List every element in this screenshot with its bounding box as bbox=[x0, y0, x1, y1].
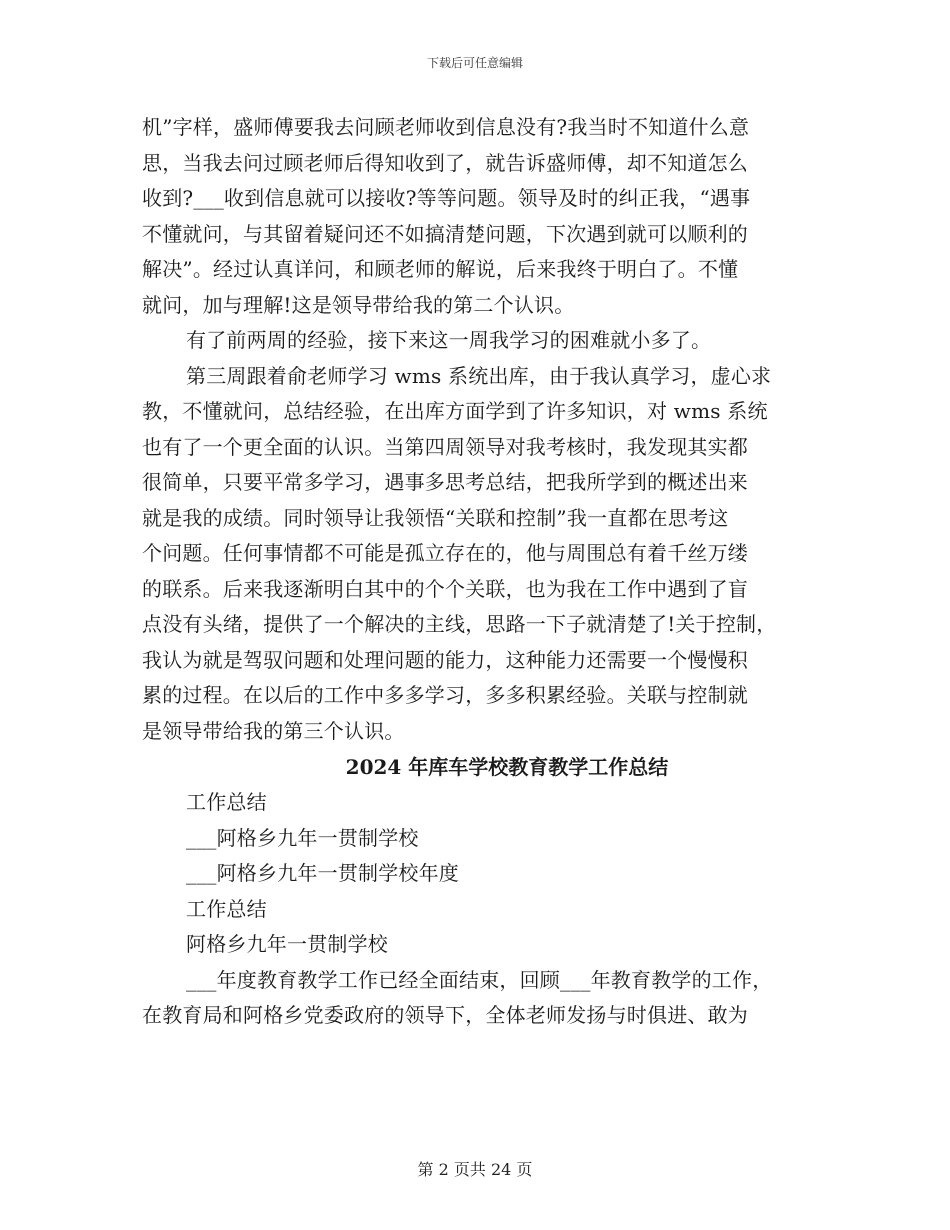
section-line: 在教育局和阿格乡党委政府的领导下，全体老师发扬与时俱进、敢为 bbox=[142, 1003, 748, 1027]
body-line: 个问题。任何事情都不可能是孤立存在的，他与周围总有着千丝万缕 bbox=[142, 541, 748, 565]
page-footer: 第 2 页共 24 页 bbox=[417, 1160, 533, 1179]
body-line: 机”字样，盛师傅要我去问顾老师收到信息没有?我当时不知道什么意 bbox=[142, 115, 750, 139]
body-line: 思，当我去问过顾老师后得知收到了，就告诉盛师傅，却不知道怎么 bbox=[142, 150, 748, 175]
section-line: ___年度教育教学工作已经全面结束，回顾___年教育教学的工作， bbox=[186, 967, 773, 992]
body-line: 我认为就是驾驭问题和处理问题的能力，这种能力还需要一个慢慢积 bbox=[142, 647, 748, 672]
page-header: 下载后可任意编辑 bbox=[426, 56, 523, 70]
section-line: ___阿格乡九年一贯制学校 bbox=[186, 825, 419, 850]
section-line: 阿格乡九年一贯制学校 bbox=[186, 932, 388, 956]
body-line: 有了前两周的经验，接下来这一周我学习的困难就小多了。 bbox=[186, 328, 712, 352]
section-line: ___阿格乡九年一贯制学校年度 bbox=[186, 861, 459, 885]
body-line: 是领导带给我的第三个认识。 bbox=[142, 718, 405, 743]
body-line: 很简单，只要平常多学习，遇事多思考总结，把我所学到的概述出来 bbox=[142, 470, 748, 494]
body-line: 也有了一个更全面的认识。当第四周领导对我考核时，我发现其实都 bbox=[142, 434, 748, 459]
body-line: 的联系。后来我逐渐明白其中的个个关联，也为我在工作中遇到了盲 bbox=[142, 576, 748, 601]
body-line: 教，不懂就问，总结经验，在出库方面学到了许多知识，对 wms 系统 bbox=[142, 399, 768, 423]
body-line: 收到?___收到信息就可以接收?等等问题。领导及时的纠正我，“遇事 bbox=[142, 186, 751, 210]
body-line: 解决”。经过认真详问，和顾老师的解说，后来我终于明白了。不懂 bbox=[142, 257, 739, 281]
body-line: 不懂就问，与其留着疑问还不如搞清楚问题，下次遇到就可以顺利的 bbox=[142, 221, 748, 246]
body-line: 累的过程。在以后的工作中多多学习，多多积累经验。关联与控制就 bbox=[142, 683, 748, 707]
document-body bbox=[142, 110, 842, 1034]
section-line: 工作总结 bbox=[186, 896, 267, 921]
body-line: 点没有头绪，提供了一个解决的主线，思路一下子就清楚了!关于控制， bbox=[142, 612, 777, 636]
body-line: 第三周跟着俞老师学习 wms 系统出库，由于我认真学习，虚心求 bbox=[186, 363, 772, 388]
section-line: 工作总结 bbox=[186, 790, 267, 814]
section-title: 2024 年库车学校教育教学工作总结 bbox=[345, 755, 669, 779]
body-line: 就问，加与理解!这是领导带给我的第二个认识。 bbox=[142, 292, 575, 317]
body-line: 就是我的成绩。同时领导让我领悟“关联和控制”我一直都在思考这 bbox=[142, 505, 729, 530]
